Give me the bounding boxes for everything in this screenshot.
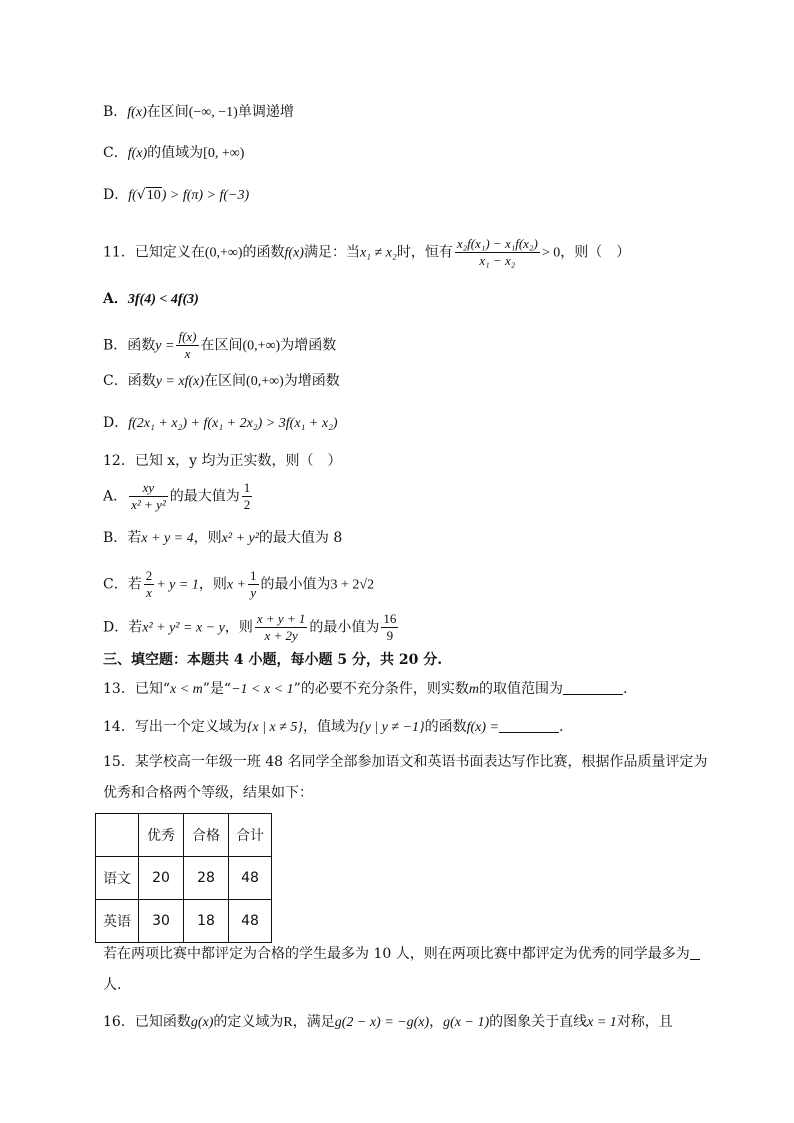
section-heading: 三、填空题：本题共 4 小题，每小题 5 分，共 20 分. bbox=[103, 652, 443, 668]
option-label: D． bbox=[103, 187, 129, 203]
denominator: y bbox=[250, 585, 257, 600]
table-header-cell: 优秀 bbox=[139, 814, 184, 857]
math-expr: −1 < x < 1 bbox=[231, 682, 294, 697]
q11-option-b bbox=[103, 329, 336, 362]
option-label: B． bbox=[103, 530, 128, 546]
text: 的最大值为 bbox=[169, 488, 240, 505]
math-expr: m bbox=[468, 682, 479, 697]
q15-after2: 人. bbox=[103, 977, 122, 993]
numerator: 16 bbox=[383, 611, 397, 626]
fraction bbox=[255, 611, 308, 644]
text: 在区间 bbox=[204, 373, 247, 389]
option-label: C． bbox=[103, 373, 128, 389]
text: 函数 bbox=[127, 337, 156, 354]
math-expr: + y = 1 bbox=[156, 577, 199, 593]
table-cell: 48 bbox=[229, 857, 272, 900]
text: 为增函数 bbox=[283, 373, 340, 389]
math-expr: x + y = 4 bbox=[141, 531, 194, 546]
math-expr: y = bbox=[155, 338, 175, 354]
math-expr: f(x) bbox=[127, 146, 148, 161]
text: 在区间 bbox=[146, 104, 189, 120]
text: ，则 bbox=[193, 530, 222, 546]
answer-blank[interactable] bbox=[563, 680, 623, 695]
table-cell: 28 bbox=[184, 857, 229, 900]
table-cell: 英语 bbox=[96, 900, 139, 943]
math-expr: f(x) = bbox=[466, 720, 499, 735]
math-expr: R bbox=[283, 1015, 293, 1030]
option-label: B． bbox=[103, 337, 128, 354]
fraction bbox=[176, 329, 198, 362]
text: 的最小值为 bbox=[309, 619, 380, 636]
table-cell: 48 bbox=[229, 900, 272, 943]
text: 单调递增 bbox=[237, 104, 294, 120]
denominator: x₁ − x₂ bbox=[479, 253, 516, 268]
math-expr: x₁ ≠ x₂ bbox=[359, 245, 397, 261]
score-table bbox=[95, 813, 272, 943]
q12-option-c bbox=[103, 568, 374, 601]
math-expr: x < m bbox=[169, 682, 203, 697]
text: 为增函数 bbox=[280, 337, 337, 354]
text: 的取值范围为 bbox=[478, 681, 563, 697]
text: 的图象关于直线 bbox=[489, 1014, 588, 1030]
text: 在区间 bbox=[200, 337, 243, 354]
text: 若 bbox=[127, 530, 142, 546]
math-expr: x² + y² = x − y bbox=[142, 620, 225, 636]
denominator: 9 bbox=[386, 628, 394, 643]
text: ”是“ bbox=[202, 681, 232, 697]
denominator: x bbox=[146, 585, 152, 600]
q16 bbox=[103, 1012, 673, 1033]
math-expr: ) > f(π) > f(−3) bbox=[161, 188, 250, 203]
text: 若在两项比赛中都评定为合格的学生最多为 10 人，则在两项比赛中都评定为优秀的同学最多为 bbox=[103, 946, 690, 962]
math-expr: (−∞, −1) bbox=[188, 105, 238, 120]
math-expr: g(2 − x) = −g(x) bbox=[334, 1015, 430, 1030]
text: 的值域为 bbox=[147, 145, 204, 161]
text: 11．已知定义在 bbox=[103, 244, 205, 261]
table-header-cell: 合格 bbox=[184, 814, 229, 857]
fraction bbox=[455, 236, 540, 269]
table-row bbox=[96, 900, 272, 943]
numerator: x₂f(x₁) − x₁f(x₂) bbox=[456, 236, 538, 251]
text: 的函数 bbox=[242, 244, 285, 261]
text: 的定义域为 bbox=[213, 1014, 284, 1030]
text: 对称，且 bbox=[616, 1014, 673, 1030]
q11-stem bbox=[103, 236, 630, 269]
math-expr: > 0 bbox=[541, 245, 561, 261]
q10-option-b bbox=[103, 102, 294, 123]
q15-line1: 15．某学校高一年级一班 48 名同学全部参加语文和英语书面表达写作比赛，根据作品质量评定为 bbox=[103, 754, 708, 770]
q15-line2: 优秀和合格两个等级，结果如下： bbox=[103, 785, 313, 801]
q13 bbox=[103, 679, 627, 700]
text: ，则 bbox=[224, 619, 253, 636]
numerator: f(x) bbox=[178, 329, 197, 344]
math-expr: [0, +∞) bbox=[203, 146, 245, 161]
table-row bbox=[96, 857, 272, 900]
math-expr: {y | y ≠ −1} bbox=[359, 720, 425, 735]
math-expr: f( bbox=[128, 188, 137, 203]
option-label: D． bbox=[103, 619, 129, 636]
text: 的函数 bbox=[424, 719, 467, 735]
option-label: C． bbox=[103, 576, 128, 593]
numerator: 1 bbox=[250, 568, 257, 583]
q12-option-a bbox=[103, 480, 254, 513]
denominator: x² + y² bbox=[131, 497, 166, 512]
q12-option-d bbox=[103, 611, 400, 644]
math-expr: g(x) bbox=[190, 1015, 214, 1030]
numerator: x + y + 1 bbox=[256, 611, 306, 626]
fraction bbox=[381, 611, 398, 644]
denominator: x bbox=[184, 346, 191, 361]
math-expr: (0,+∞) bbox=[204, 245, 243, 261]
text: 16．已知函数 bbox=[103, 1014, 191, 1030]
text: ，值域为 bbox=[303, 719, 359, 735]
fraction bbox=[248, 568, 259, 601]
denominator: 2 bbox=[243, 497, 251, 512]
fraction bbox=[242, 480, 253, 513]
text: ”的必要不充分条件，则实数 bbox=[293, 681, 469, 697]
denominator: x + 2y bbox=[264, 628, 298, 643]
table-header-row bbox=[96, 814, 272, 857]
text: 的最小值为 bbox=[260, 576, 331, 593]
numerator: 2 bbox=[145, 568, 153, 583]
text: ，满足 bbox=[292, 1014, 335, 1030]
text: 13．已知“ bbox=[103, 681, 170, 697]
option-label: D． bbox=[103, 415, 129, 431]
text: ，则 bbox=[198, 576, 227, 593]
text: 14．写出一个定义域为 bbox=[103, 719, 247, 735]
answer-blank[interactable] bbox=[690, 945, 700, 960]
math-expr: x + bbox=[226, 577, 246, 593]
text: . bbox=[622, 681, 628, 697]
table-header-cell: 合计 bbox=[229, 814, 272, 857]
math-expr: g(x − 1) bbox=[443, 1015, 490, 1030]
q11-option-d bbox=[103, 413, 338, 434]
text: . bbox=[558, 719, 564, 735]
math-expr: x² + y² bbox=[221, 531, 259, 546]
text: 满足：当 bbox=[303, 244, 360, 261]
option-label: B． bbox=[103, 104, 128, 120]
q11-option-c bbox=[103, 371, 340, 392]
math-expr: (0,+∞) bbox=[246, 374, 284, 389]
q14 bbox=[103, 717, 563, 738]
table-cell: 30 bbox=[139, 900, 184, 943]
q12-stem: 12．已知 x，y 均为正实数，则（ ） bbox=[103, 453, 342, 469]
math-expr: 3f(4) < 4f(3) bbox=[127, 292, 199, 307]
fraction bbox=[129, 480, 168, 513]
math-expr: {x | x ≠ 5} bbox=[246, 720, 303, 735]
math-expr: x = 1 bbox=[587, 1015, 617, 1030]
option-label: C． bbox=[103, 145, 128, 161]
option-label: A． bbox=[103, 488, 128, 505]
numerator: 1 bbox=[243, 480, 251, 495]
text: 若 bbox=[127, 576, 142, 593]
math-expr: f(x) bbox=[284, 245, 304, 261]
text: ，则（ ） bbox=[560, 244, 631, 261]
text: 若 bbox=[128, 619, 143, 636]
text: 时，恒有 bbox=[396, 244, 453, 261]
option-label: A． bbox=[103, 291, 128, 307]
q15-after1 bbox=[103, 944, 700, 964]
q10-option-d: D．f(√10) > f(π) > f(−3) bbox=[103, 187, 250, 203]
text: ， bbox=[429, 1014, 444, 1030]
answer-blank[interactable] bbox=[499, 718, 559, 733]
fraction bbox=[144, 568, 155, 601]
text: 函数 bbox=[127, 373, 156, 389]
math-expr: f(x) bbox=[127, 105, 147, 120]
numerator: xy bbox=[129, 480, 168, 497]
math-expr: y = xf(x) bbox=[155, 374, 205, 389]
math-expr: 3 + 2√2 bbox=[330, 577, 375, 593]
table-header-cell bbox=[96, 814, 139, 857]
table-cell: 18 bbox=[184, 900, 229, 943]
math-expr: 10 bbox=[146, 188, 161, 203]
q10-option-c bbox=[103, 143, 244, 164]
q11-option-a bbox=[103, 289, 199, 310]
q12-option-b bbox=[103, 528, 342, 549]
table-cell: 语文 bbox=[96, 857, 139, 900]
text: 的最大值为 8 bbox=[258, 530, 343, 546]
math-expr: (0,+∞) bbox=[242, 338, 281, 354]
math-expr: f(2x₁ + x₂) + f(x₁ + 2x₂) > 3f(x₁ + x₂) bbox=[128, 416, 338, 431]
table-cell: 20 bbox=[139, 857, 184, 900]
